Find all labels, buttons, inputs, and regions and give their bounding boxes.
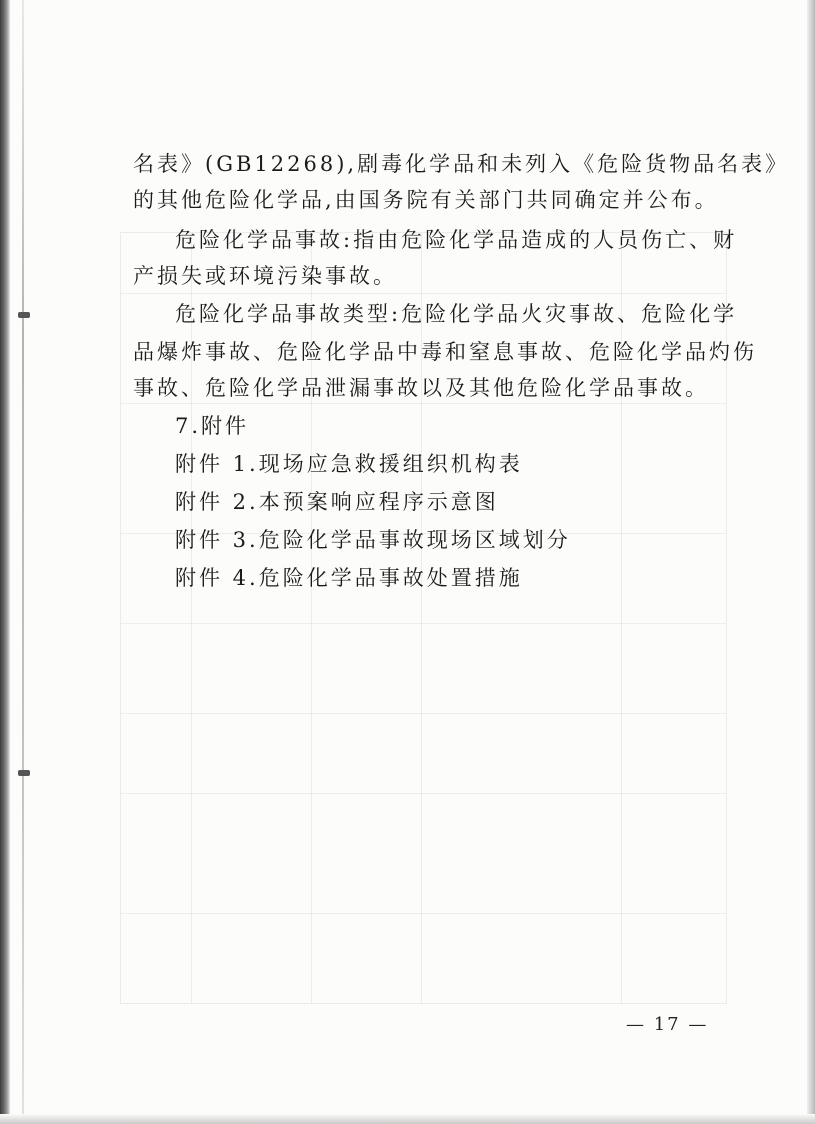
section-heading-attachments: 7.附件 [175,414,250,438]
attachment-4: 附件 4.危险化学品事故处置措施 [175,566,523,590]
binding-edge [0,0,10,1124]
body-line-2: 的其他危险化学品,由国务院有关部门共同确定并公布。 [133,188,719,212]
attachment-2: 附件 2.本预案响应程序示意图 [175,490,499,514]
page-number: — 17 — [626,1014,709,1035]
page-bottom-edge [0,1114,815,1124]
definition-accident-types-cont-1: 品爆炸事故、危险化学品中毒和窒息事故、危险化学品灼伤 [133,340,757,364]
attachment-1: 附件 1.现场应急救援组织机构表 [175,452,523,476]
page-right-edge [807,0,815,1124]
definition-accident-types: 危险化学品事故类型:危险化学品火灾事故、危险化学 [175,302,738,326]
definition-accident-types-cont-2: 事故、危险化学品泄漏事故以及其他危险化学品事故。 [133,376,709,400]
definition-accident-cont: 产损失或环境污染事故。 [133,264,397,288]
attachment-3: 附件 3.危险化学品事故现场区域划分 [175,528,571,552]
staple-icon [18,770,30,776]
definition-accident: 危险化学品事故:指由危险化学品造成的人员伤亡、财 [175,228,738,252]
staple-icon [18,312,30,318]
binding-fold-line [22,0,24,1124]
body-line-1: 名表》(GB12268),剧毒化学品和未列入《危险货物品名表》 [133,152,790,176]
